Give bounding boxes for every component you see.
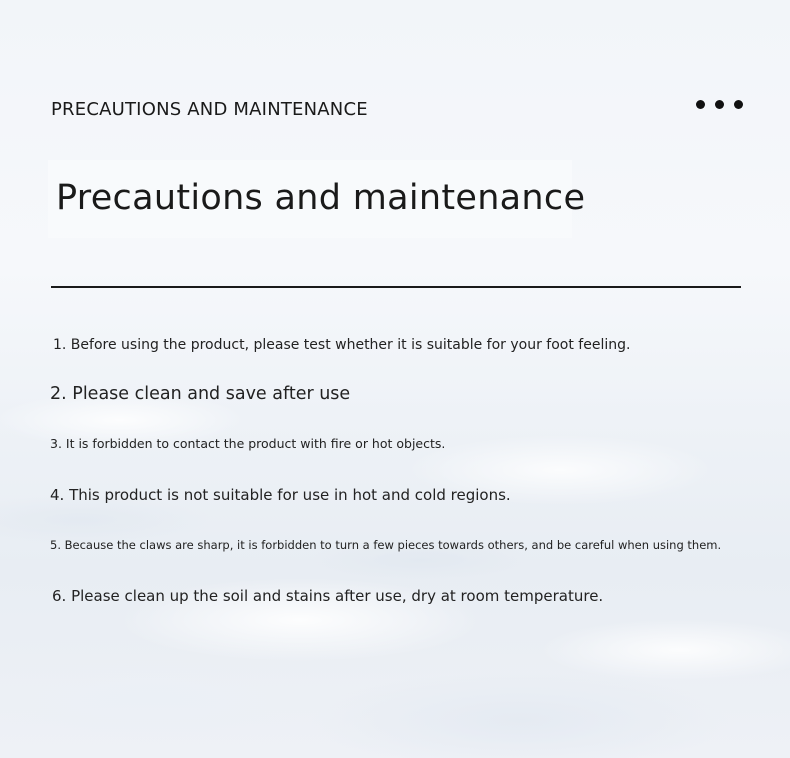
divider bbox=[51, 286, 741, 288]
page-title: Precautions and maintenance bbox=[56, 178, 586, 218]
dot-icon bbox=[715, 100, 724, 109]
dot-icon bbox=[734, 100, 743, 109]
precaution-item-4: 4. This product is not suitable for use in hot and cold regions. bbox=[50, 486, 511, 504]
precaution-item-5: 5. Because the claws are sharp, it is forbidden to turn a few pieces towards others, and be careful when using them. bbox=[50, 538, 722, 552]
dot-icon bbox=[696, 100, 705, 109]
precaution-item-3: 3. It is forbidden to contact the product with fire or hot objects. bbox=[50, 436, 446, 451]
precaution-item-1: 1. Before using the product, please test whether it is suitable for your foot feeling. bbox=[53, 337, 631, 353]
section-header-title: PRECAUTIONS AND MAINTENANCE bbox=[51, 99, 368, 120]
more-dots-icon bbox=[696, 100, 743, 109]
precaution-item-6: 6. Please clean up the soil and stains after use, dry at room temperature. bbox=[52, 587, 604, 605]
precaution-item-2: 2. Please clean and save after use bbox=[50, 384, 351, 404]
